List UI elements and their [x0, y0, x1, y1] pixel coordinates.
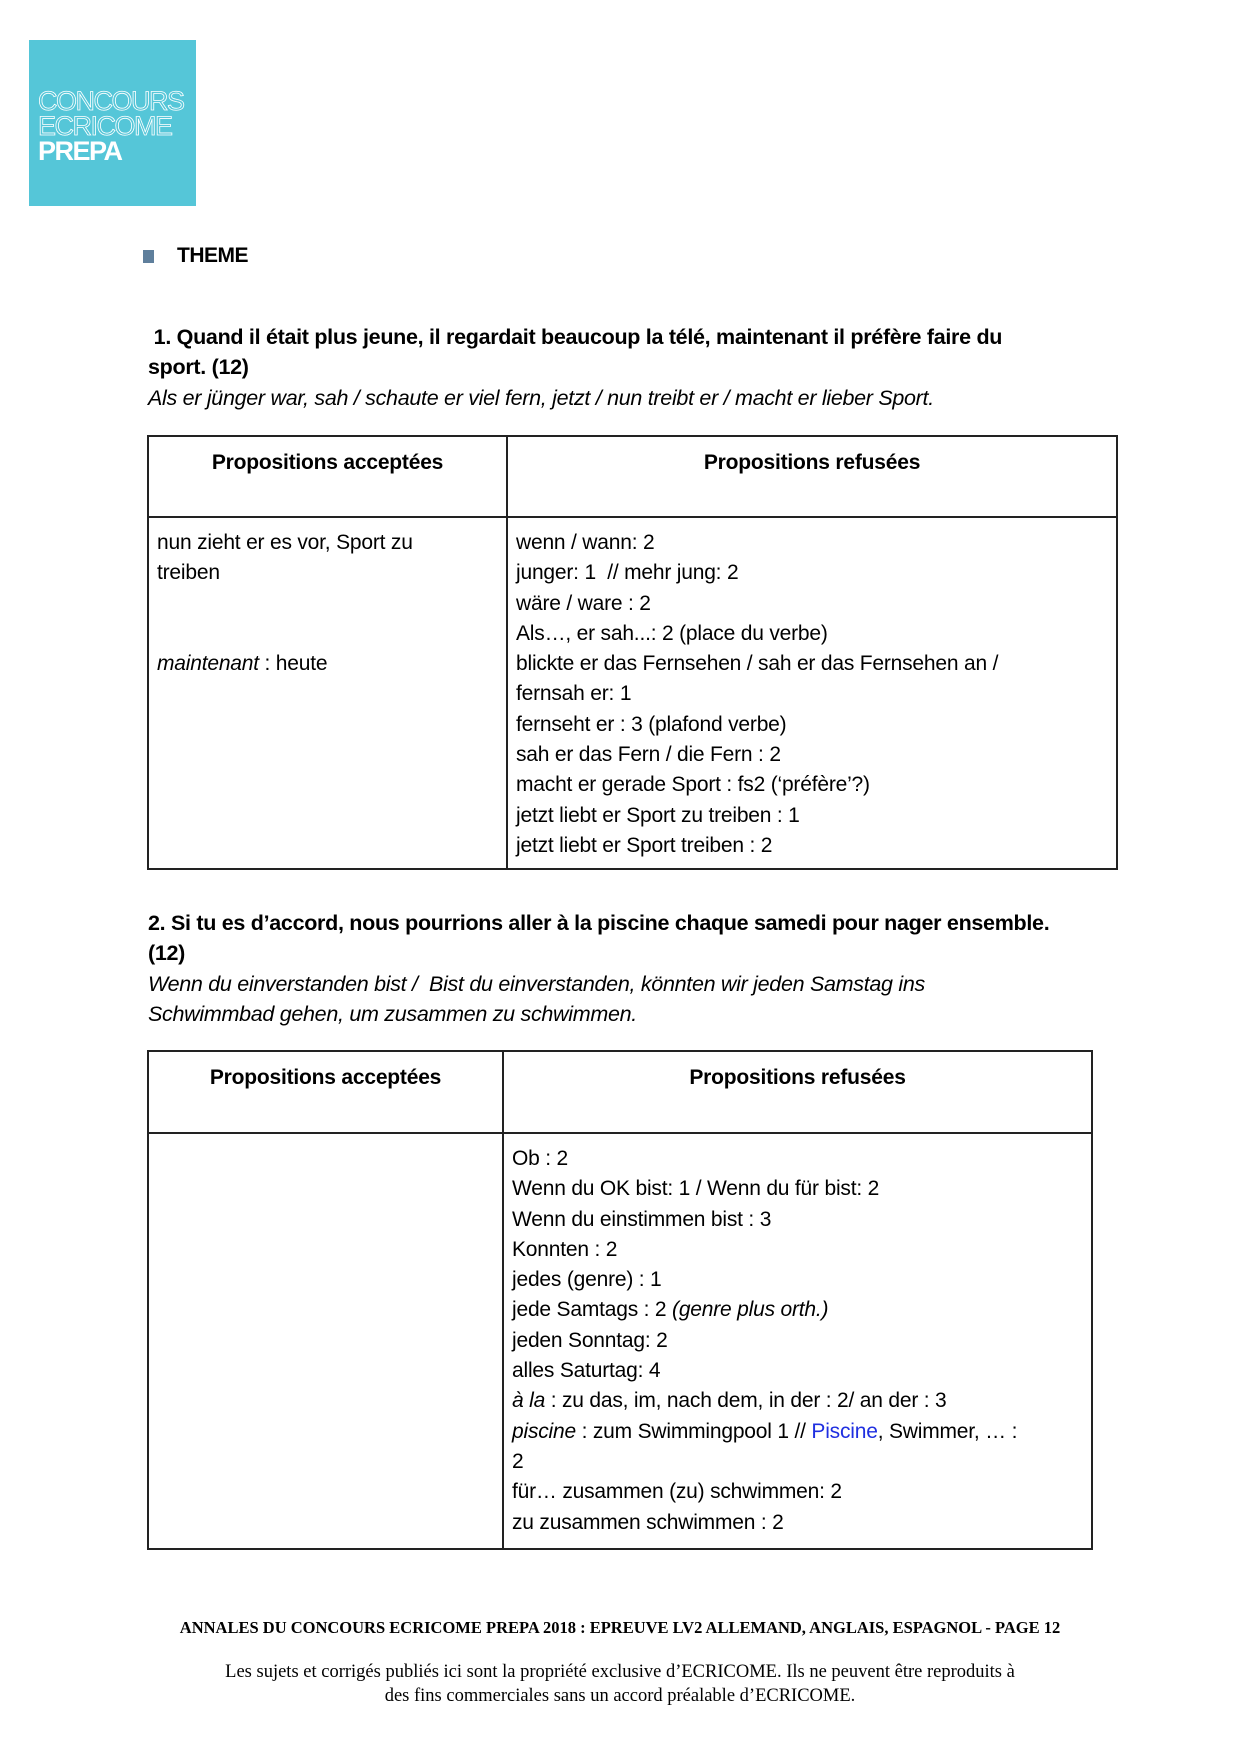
refused-item: jeden Sonntag: 2 [512, 1328, 668, 1352]
question-1-prompt-line-2: sport. (12) [148, 355, 249, 380]
refused-cell [507, 517, 1117, 869]
footer-note-line-1: Les sujets et corrigés publiés ici sont la propriété exclusive d’ECRICOME. Ils ne peuvent être reproduits à [225, 1662, 1015, 1682]
refused-item: jedes (genre) : 1 [512, 1268, 662, 1292]
section-title: THEME [177, 244, 248, 267]
accepted-item: nun zieht er es vor, Sport zu [157, 531, 413, 554]
accepted-item: treiben [157, 561, 220, 585]
term-rest: : heute [258, 651, 328, 675]
refused-item: Wenn du einstimmen bist : 3 [512, 1207, 772, 1231]
accepted-header: Propositions acceptées [148, 436, 507, 517]
refused-item [512, 1386, 1083, 1416]
question-2-answer-line-2: Schwimmbad gehen, um zusammen zu schwimmen. [148, 1001, 637, 1026]
refused-note: (genre plus orth.) [672, 1298, 829, 1322]
refused-item-continuation: 2 [512, 1449, 524, 1473]
footer-note-line-2: des fins commerciales sans un accord préalable d’ECRICOME. [384, 1686, 856, 1706]
refused-item: macht er gerade Sport : fs2 (‘préfère’?) [516, 773, 870, 797]
ecricome-logo [29, 40, 196, 206]
refused-item: jetzt liebt er Sport treiben : 2 [516, 833, 773, 857]
question-1-table [147, 435, 1118, 870]
refused-item: blickte er das Fernsehen / sah er das Fernsehen an / [516, 652, 999, 676]
accepted-cell [148, 1133, 503, 1549]
logo-line-ecricome: ECRICOME [38, 111, 172, 141]
question-2-prompt-line-1: 2. Si tu es d’accord, nous pourrions aller à la piscine chaque samedi pour nager ensemble. [148, 911, 1050, 935]
refused-item: alles Saturtag: 4 [512, 1359, 661, 1383]
question-1-model-answer: Als er jünger war, sah / schaute er viel fern, jetzt / nun treibt er / macht er lieber Sport. [148, 385, 934, 410]
refused-item: Ob : 2 [512, 1147, 568, 1170]
highlighted-word: Piscine [811, 1419, 878, 1443]
refused-header: Propositions refusées [507, 436, 1117, 517]
accepted-cell [148, 517, 507, 869]
refused-item: junger: 1 // mehr jung: 2 [516, 561, 739, 585]
question-2-prompt-line-2: (12) [148, 941, 186, 966]
refused-item: Wenn du OK bist: 1 / Wenn du für bist: 2 [512, 1177, 880, 1201]
refused-header: Propositions refusées [503, 1051, 1092, 1133]
refused-item: für… zusammen (zu) schwimmen: 2 [512, 1480, 842, 1504]
term-italic: piscine [512, 1419, 576, 1443]
refused-item: zu zusammen schwimmen : 2 [512, 1510, 784, 1534]
accepted-item [157, 649, 498, 679]
refused-item: jetzt liebt er Sport zu treiben : 1 [516, 803, 800, 827]
logo-line-concours: CONCOURS [38, 86, 184, 116]
question-1-prompt-line-1: 1. Quand il était plus jeune, il regardait beaucoup la télé, maintenant il préfère faire du [148, 325, 1003, 349]
square-bullet-icon [143, 250, 154, 263]
question-1-prompt [148, 322, 1088, 383]
refused-cell [503, 1133, 1092, 1549]
footer-copyright-note [140, 1660, 1100, 1708]
question-2 [148, 908, 1108, 1029]
question-2-table [147, 1050, 1093, 1550]
refused-item: fernseht er : 3 (plafond verbe) [516, 712, 787, 736]
refused-item: wenn / wann: 2 [516, 531, 655, 554]
refused-item: Konnten : 2 [512, 1237, 618, 1261]
refused-item: fernsah er: 1 [516, 682, 632, 706]
term-italic: maintenant [157, 651, 259, 675]
question-1 [148, 322, 1088, 413]
refused-item: Als…, er sah...: 2 (place du verbe) [516, 621, 828, 645]
footer-title: ANNALES DU CONCOURS ECRICOME PREPA 2018 : EPREUVE LV2 ALLEMAND, ANGLAIS, ESPAGNOL - PAGE 12 [179, 1618, 1061, 1637]
refused-item: wäre / ware : 2 [516, 591, 651, 615]
term-rest: , Swimmer, … : [877, 1419, 1018, 1443]
question-2-model-answer [148, 969, 1108, 1030]
refused-text: jede Samtags : 2 [512, 1298, 673, 1322]
refused-item [512, 1417, 1083, 1447]
term-italic: à la [512, 1389, 546, 1413]
accepted-header: Propositions acceptées [148, 1051, 503, 1133]
refused-item: sah er das Fern / die Fern : 2 [516, 743, 781, 767]
term-rest: : zum Swimmingpool 1 // [575, 1419, 812, 1443]
refused-item [512, 1295, 1083, 1325]
question-2-prompt [148, 908, 1108, 969]
question-2-answer-line-1: Wenn du einverstanden bist / Bist du einverstanden, könnten wir jeden Samstag ins [148, 971, 925, 996]
term-rest: : zu das, im, nach dem, in der : 2/ an der : 3 [545, 1389, 947, 1413]
logo-line-prepa: PREPA [38, 136, 122, 166]
